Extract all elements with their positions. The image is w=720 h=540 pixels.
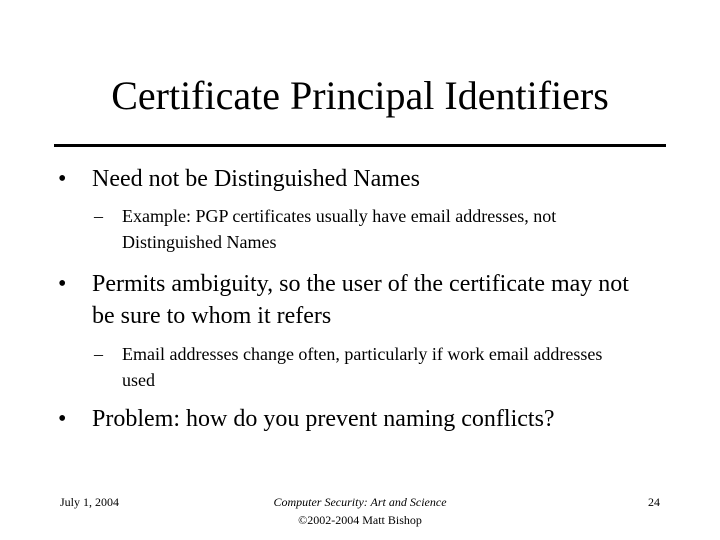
sub-bullet-text: Email addresses change often, particularly if work email addresses used: [122, 344, 603, 390]
footer-course-title: Computer Security: Art and Science: [273, 495, 447, 509]
footer-page-number: 24: [648, 495, 660, 509]
bullet-marker: •: [58, 271, 67, 297]
bullet-text: Permits ambiguity, so the user of the certificate may not be sure to whom it refers: [92, 271, 629, 329]
bullet-text: Need not be Distinguished Names: [92, 166, 420, 192]
sub-bullet-text: Example: PGP certificates usually have email addresses, not Distinguished Names: [122, 206, 557, 252]
sub-bullet-marker: –: [94, 206, 103, 226]
title-divider: [54, 144, 666, 147]
slide-title: Certificate Principal Identifiers: [111, 73, 609, 118]
bullet-text: Problem: how do you prevent naming conflicts?: [92, 406, 555, 432]
footer-center: [210, 493, 510, 529]
bullet-marker: •: [58, 166, 67, 192]
sub-bullet-marker: –: [94, 344, 103, 364]
bullet-marker: •: [58, 406, 67, 432]
footer-date: July 1, 2004: [60, 495, 120, 509]
footer-copyright: ©2002-2004 Matt Bishop: [298, 513, 422, 527]
